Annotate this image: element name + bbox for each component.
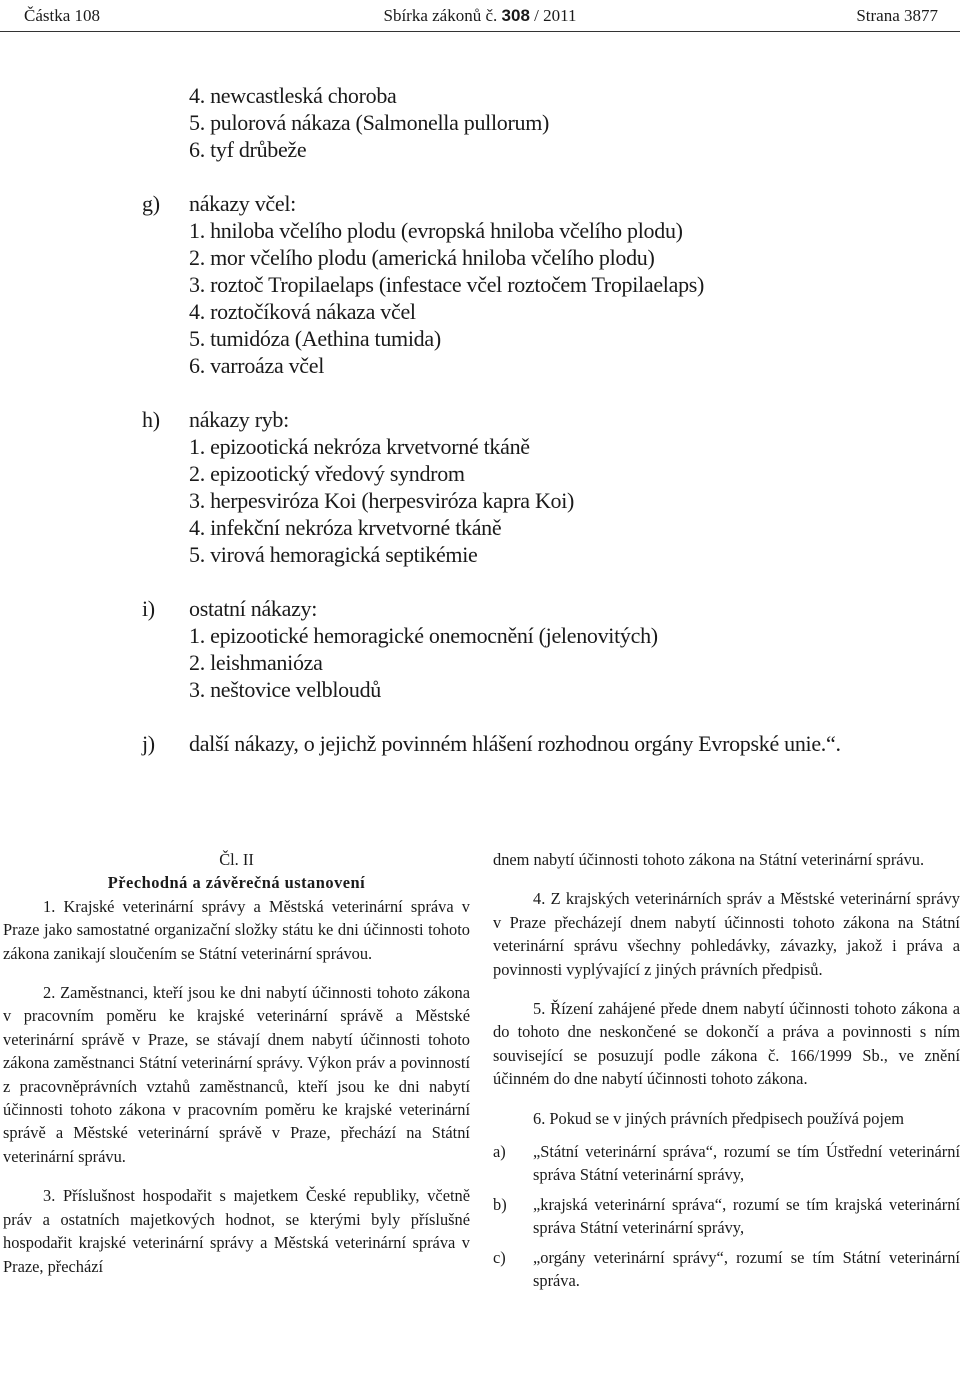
- header-law-number: 308: [501, 6, 530, 25]
- list-item: [0, 460, 960, 487]
- list-text: 4. newcastleská choroba: [189, 83, 397, 108]
- list-item: [0, 676, 960, 703]
- definition-text: „orgány veterinární správy“, rozumí se tím Státní veterinární správa.: [533, 1247, 960, 1291]
- list-text: ostatní nákazy:: [189, 596, 318, 621]
- paragraph-6: 6. Pokud se v jiných právních předpisech používá pojem: [533, 1108, 904, 1128]
- list-item: [0, 217, 960, 244]
- list-letter: h): [142, 407, 160, 432]
- paragraph-3: 3. Příslušnost hospodařit s majetkem České republiky, včetně práv a ostatních majetkových hodnot, se kterými byly příslušné hospodařit krajské veterinární správy a Městská veterinární správa v Praze, přechází: [3, 1186, 470, 1276]
- paragraph-4: 4. Z krajských veterinárních správ a Městské veterinární správy v Praze přecházejí dnem nabytí účinnosti tohoto zákona na Státní veterinární správu všechny pohledávky, závazky, jakož i práva a povinnosti vyplývající z jiných právních předpisů.: [493, 889, 960, 979]
- definition-mark: a): [493, 1142, 506, 1162]
- definition-a: [493, 1140, 960, 1187]
- list-gap: [0, 163, 960, 190]
- header-collection-prefix: Sbírka zákonů č.: [383, 6, 498, 25]
- list-text: 2. mor včelího plodu (americká hniloba včelího plodu): [189, 245, 655, 270]
- list-item: [0, 109, 960, 136]
- list-item: [0, 325, 960, 352]
- list-text: 5. pulorová nákaza (Salmonella pullorum): [189, 110, 550, 135]
- list-item: [0, 82, 960, 109]
- paragraph-2: 2. Zaměstnanci, kteří jsou ke dni nabytí účinnosti tohoto zákona v pracovním poměru ke krajské veterinární správě a Městské veterinární správě v Praze, se stávají dnem nabytí účinnosti tohoto zákona zaměstnanci Státní veterinární správy. Výkon práv a povinností z pracovněprávních vztahů zaměstnanců, kteří jsou ke dni nabytí účinnosti tohoto zákona v pracovním poměru ke krajské veterinární správě a Městské veterinární správě v Praze, přechází na Státní veterinární správu.: [3, 983, 470, 1166]
- list-text: 6. varroáza včel: [189, 353, 325, 378]
- list-text: 4. infekční nekróza krvetvorné tkáně: [189, 515, 502, 540]
- list-item: [0, 298, 960, 325]
- list-item: [0, 730, 960, 757]
- definition-c: [493, 1246, 960, 1293]
- article-title: Přechodná a závěrečná ustanovení: [107, 873, 366, 893]
- list-text: 5. virová hemoragická septikémie: [189, 542, 478, 567]
- page-header: [0, 0, 960, 32]
- list-item: [0, 271, 960, 298]
- left-column: [3, 848, 470, 1278]
- list-item: [0, 514, 960, 541]
- list-item: [0, 595, 960, 622]
- paragraph-5: 5. Řízení zahájené přede dnem nabytí účinnosti tohoto zákona a do tohoto dne neskončené se dokončí a práva a povinnosti s ním související se posuzují podle zákona č. 166/1999 Sb., ve znění účinném do dne nabytí účinnosti tohoto zákona.: [493, 999, 960, 1089]
- definition-b: [493, 1193, 960, 1240]
- list-text: 2. epizootický vředový syndrom: [189, 461, 465, 486]
- list-text: další nákazy, o jejichž povinném hlášení rozhodnou orgány Evropské unie.“.: [189, 731, 841, 756]
- list-text: 6. tyf drůbeže: [189, 137, 307, 162]
- header-page-number: Strana 3877: [856, 6, 938, 25]
- list-text: nákazy včel:: [189, 191, 296, 216]
- list-item: [0, 622, 960, 649]
- list-item: [0, 136, 960, 163]
- list-item: [0, 541, 960, 568]
- list-item: [0, 352, 960, 379]
- list-text: 3. roztoč Tropilaelaps (infestace včel roztočem Tropilaelaps): [189, 272, 705, 297]
- list-text: 3. herpesviróza Koi (herpesviróza kapra Koi): [189, 488, 575, 513]
- list-text: 2. leishmanióza: [189, 650, 323, 675]
- header-year: / 2011: [534, 6, 577, 25]
- list-gap: [0, 379, 960, 406]
- disease-list: [0, 82, 960, 757]
- paragraph-1: 1. Krajské veterinární správy a Městská veterinární správa v Praze jako samostatné organizační složky státu ke dni účinnosti tohoto zákona zanikají sloučením se Státní veterinární správou.: [3, 896, 470, 963]
- list-letter: i): [142, 596, 155, 621]
- header-collection: [0, 2, 960, 30]
- list-gap: [0, 568, 960, 595]
- list-item: [0, 406, 960, 433]
- list-gap: [0, 703, 960, 730]
- header-issue: Částka 108: [24, 6, 101, 25]
- paragraph-3-continuation: dnem nabytí účinnosti tohoto zákona na Státní veterinární správu.: [493, 850, 925, 869]
- article-heading: Čl. II: [219, 850, 254, 869]
- list-item: [0, 190, 960, 217]
- list-text: 3. neštovice velbloudů: [189, 677, 381, 702]
- list-item: [0, 244, 960, 271]
- list-text: 5. tumidóza (Aethina tumida): [189, 326, 441, 351]
- list-item: [0, 487, 960, 514]
- definition-mark: b): [493, 1194, 507, 1214]
- list-text: nákazy ryb:: [189, 407, 289, 432]
- list-text: 1. hniloba včelího plodu (evropská hniloba včelího plodu): [189, 218, 683, 243]
- definition-text: „krajská veterinární správa“, rozumí se tím krajská veterinární správa Státní veterinární správy,: [533, 1194, 960, 1238]
- right-column: [493, 848, 960, 1293]
- list-letter: j): [142, 731, 155, 756]
- list-text: 4. roztočíková nákaza včel: [189, 299, 416, 324]
- list-text: 1. epizootické hemoragické onemocnění (jelenovitých): [189, 623, 658, 648]
- list-text: 1. epizootická nekróza krvetvorné tkáně: [189, 434, 530, 459]
- definition-mark: c): [493, 1247, 506, 1267]
- list-item: [0, 649, 960, 676]
- list-letter: g): [142, 191, 160, 216]
- definition-text: „Státní veterinární správa“, rozumí se tím Ústřední veterinární správa Státní veterinární správy,: [533, 1142, 960, 1185]
- list-item: [0, 433, 960, 460]
